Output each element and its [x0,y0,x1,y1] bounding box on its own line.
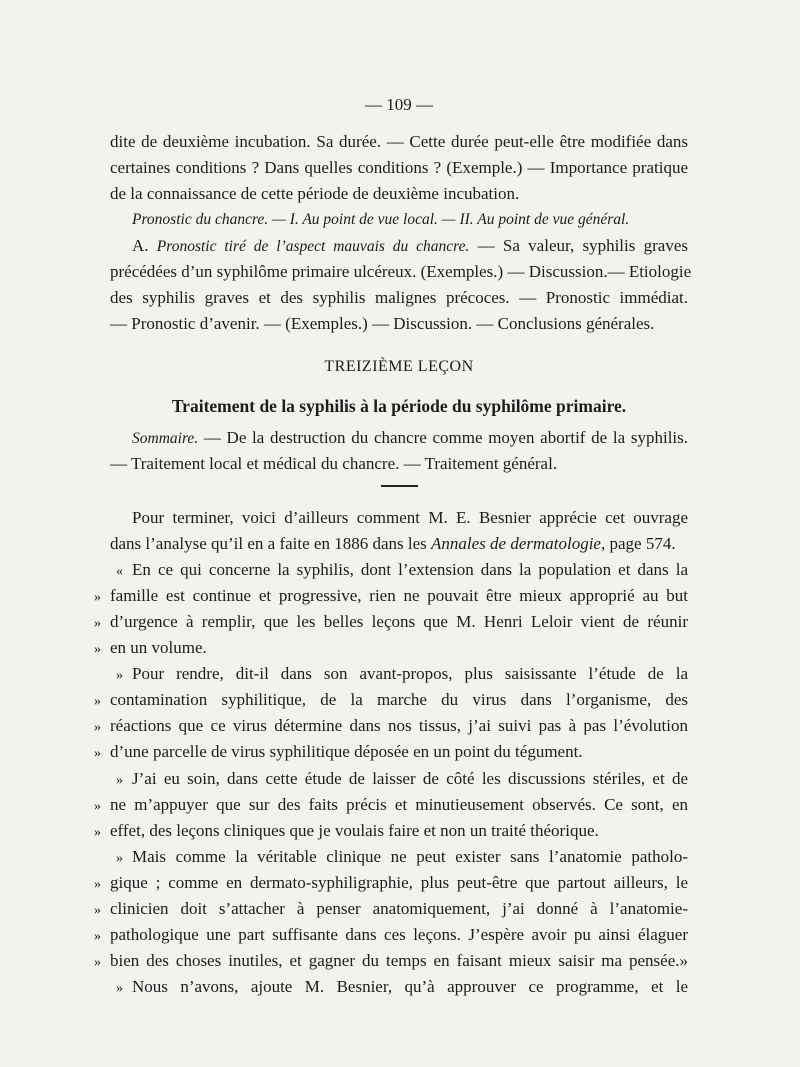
quote-1-text-3: d’urgence à remplir, que les belles leçons que M. Henri Leloir vient de réunir [110,612,688,631]
quote-4-text-1: Mais comme la véritable clinique ne peut exister sans l’anatomie patholo- [132,847,688,866]
quote-3-line-2: » ne m’appuyer que sur des faits précis et minutieusement observés. Ce sont, en [94,795,688,814]
quote-4-text-3: clinicien doit s’attacher à penser anatomiquement, j’ai donné à l’anatomie- [110,899,688,918]
lecon-title: Traitement de la syphilis à la période du syphilôme primaire. [171,396,627,416]
quote-4-line-2: » gique ; comme en dermato-syphiligraphie, plus peut-être que partout ailleurs, le [94,873,688,892]
sommaire-text: — De la destruction du chancre comme moyen abortif de la syphilis. [203,428,689,447]
body-p1-line-2-start: dans l’analyse qu’il en a faite en 1886 dans les [110,534,427,553]
quote-5-text-1: Nous n’avons, ajoute M. Besnier, qu’à approuver ce programme, et le [132,977,688,996]
quote-2-text-2: contamination syphilitique, de la marche du virus dans l’organisme, des [110,690,688,709]
body-p1-line-2 [110,533,688,555]
quote-1-line-3: » d’urgence à remplir, que les belles leçons que M. Henri Leloir vient de réunir [94,612,688,631]
lecon-heading: TREIZIÈME LEÇON [324,358,474,375]
section-divider [381,485,418,487]
intro-line-1: dite de deuxième incubation. Sa durée. — Cette durée peut-elle être modifiée dans [110,132,688,151]
quote-3-text-3: effet, des leçons cliniques que je voulais faire et non un traité théorique. [110,821,599,840]
quote-4-text-4: pathologique une part suffisante dans ces leçons. J’espère avoir pu ainsi élaguer [110,925,688,944]
journal-title: Annales de dermatologie [431,534,601,553]
quote-1-line-1: « En ce qui concerne la syphilis, dont l’extension dans la population et dans la [116,560,688,579]
quote-5-line-1: » Nous n’avons, ajoute M. Besnier, qu’à approuver ce programme, et le [116,977,688,996]
body-p1-line-1: Pour terminer, voici d’ailleurs comment M. E. Besnier apprécie cet ouvrage [132,508,688,527]
quote-1-text-1: En ce qui concerne la syphilis, dont l’extension dans la population et dans la [132,560,688,579]
quote-2-line-1: » Pour rendre, dit-il dans son avant-propos, plus saisissante l’étude de la [116,664,688,683]
quote-2-line-3: » réactions que ce virus détermine dans nos tissus, j’ai suivi pas à pas l’évolution [94,716,688,735]
quote-1-text-2: famille est continue et progressive, rien ne pouvait être mieux approprié au but [110,586,688,605]
section-a-label: A. [132,236,149,255]
quote-2-text-4: d’une parcelle de virus syphilitique déposée en un point du tégument. [110,742,583,761]
intro-line-3: de la connaissance de cette période de deuxième incubation. [110,184,520,203]
sommaire-line-1 [110,427,688,449]
quote-3-text-1: J’ai eu soin, dans cette étude de laisser de côté les discussions stériles, et de [132,769,688,788]
quote-4-text-5: bien des choses inutiles, et gagner du temps en faisant mieux saisir ma pensée.» [110,951,688,970]
quote-3-text-2: ne m’appuyer que sur des faits précis et minutieusement observés. Ce sont, en [110,795,688,814]
quote-2-line-4: » d’une parcelle de virus syphilitique déposée en un point du tégument. [94,742,583,761]
quote-3-line-1: » J’ai eu soin, dans cette étude de laisser de côté les discussions stériles, et de [116,769,688,788]
section-a-rest: — Sa valeur, syphilis graves [477,236,688,255]
section-a-italic: Pronostic tiré de l’aspect mauvais du chancre. [156,238,470,255]
section-a-line-3: des syphilis graves et des syphilis malignes précoces. — Pronostic immédiat. [110,288,688,307]
section-a-line-1 [110,235,688,257]
quote-2-line-2: » contamination syphilitique, de la marche du virus dans l’organisme, des [94,690,688,709]
quote-2-text-1: Pour rendre, dit-il dans son avant-propos, plus saisissante l’étude de la [132,664,688,683]
text-column [94,0,692,1067]
quote-1-line-4: » en un volume. [94,638,207,657]
quote-1-text-4: en un volume. [110,638,207,657]
body-p1-line-2-end: , page 574. [600,534,676,553]
quote-3-line-3: » effet, des leçons cliniques que je voulais faire et non un traité théorique. [94,821,599,840]
pronostic-line: Pronostic du chancre. — I. Au point de vue local. — II. Au point de vue général. [132,211,630,228]
quote-4-line-1: » Mais comme la véritable clinique ne peut exister sans l’anatomie patholo- [116,847,688,866]
quote-4-line-4: » pathologique une part suffisante dans ces leçons. J’espère avoir pu ainsi élaguer [94,925,688,944]
sommaire-label: Sommaire. [132,430,199,447]
sommaire-line-2: — Traitement local et médical du chancre. — Traitement général. [110,454,558,473]
section-a-line-4: — Pronostic d’avenir. — (Exemples.) — Discussion. — Conclusions générales. [110,314,655,333]
section-a-line-2: précédées d’un syphilôme primaire ulcéreux. (Exemples.) — Discussion.— Etiologie [110,262,692,281]
intro-line-2: certaines conditions ? Dans quelles conditions ? (Exemple.) — Importance pratique [110,158,688,177]
quote-1-line-2: » famille est continue et progressive, rien ne pouvait être mieux approprié au but [94,586,688,605]
quote-4-line-3: » clinicien doit s’attacher à penser anatomiquement, j’ai donné à l’anatomie- [94,899,688,918]
quote-4-line-5: » bien des choses inutiles, et gagner du temps en faisant mieux saisir ma pensée.» [94,951,688,970]
quote-2-text-3: réactions que ce virus détermine dans nos tissus, j’ai suivi pas à pas l’évolution [110,716,688,735]
quote-4-text-2: gique ; comme en dermato-syphiligraphie, plus peut-être que partout ailleurs, le [110,873,688,892]
page-number: — 109 — [365,95,433,114]
